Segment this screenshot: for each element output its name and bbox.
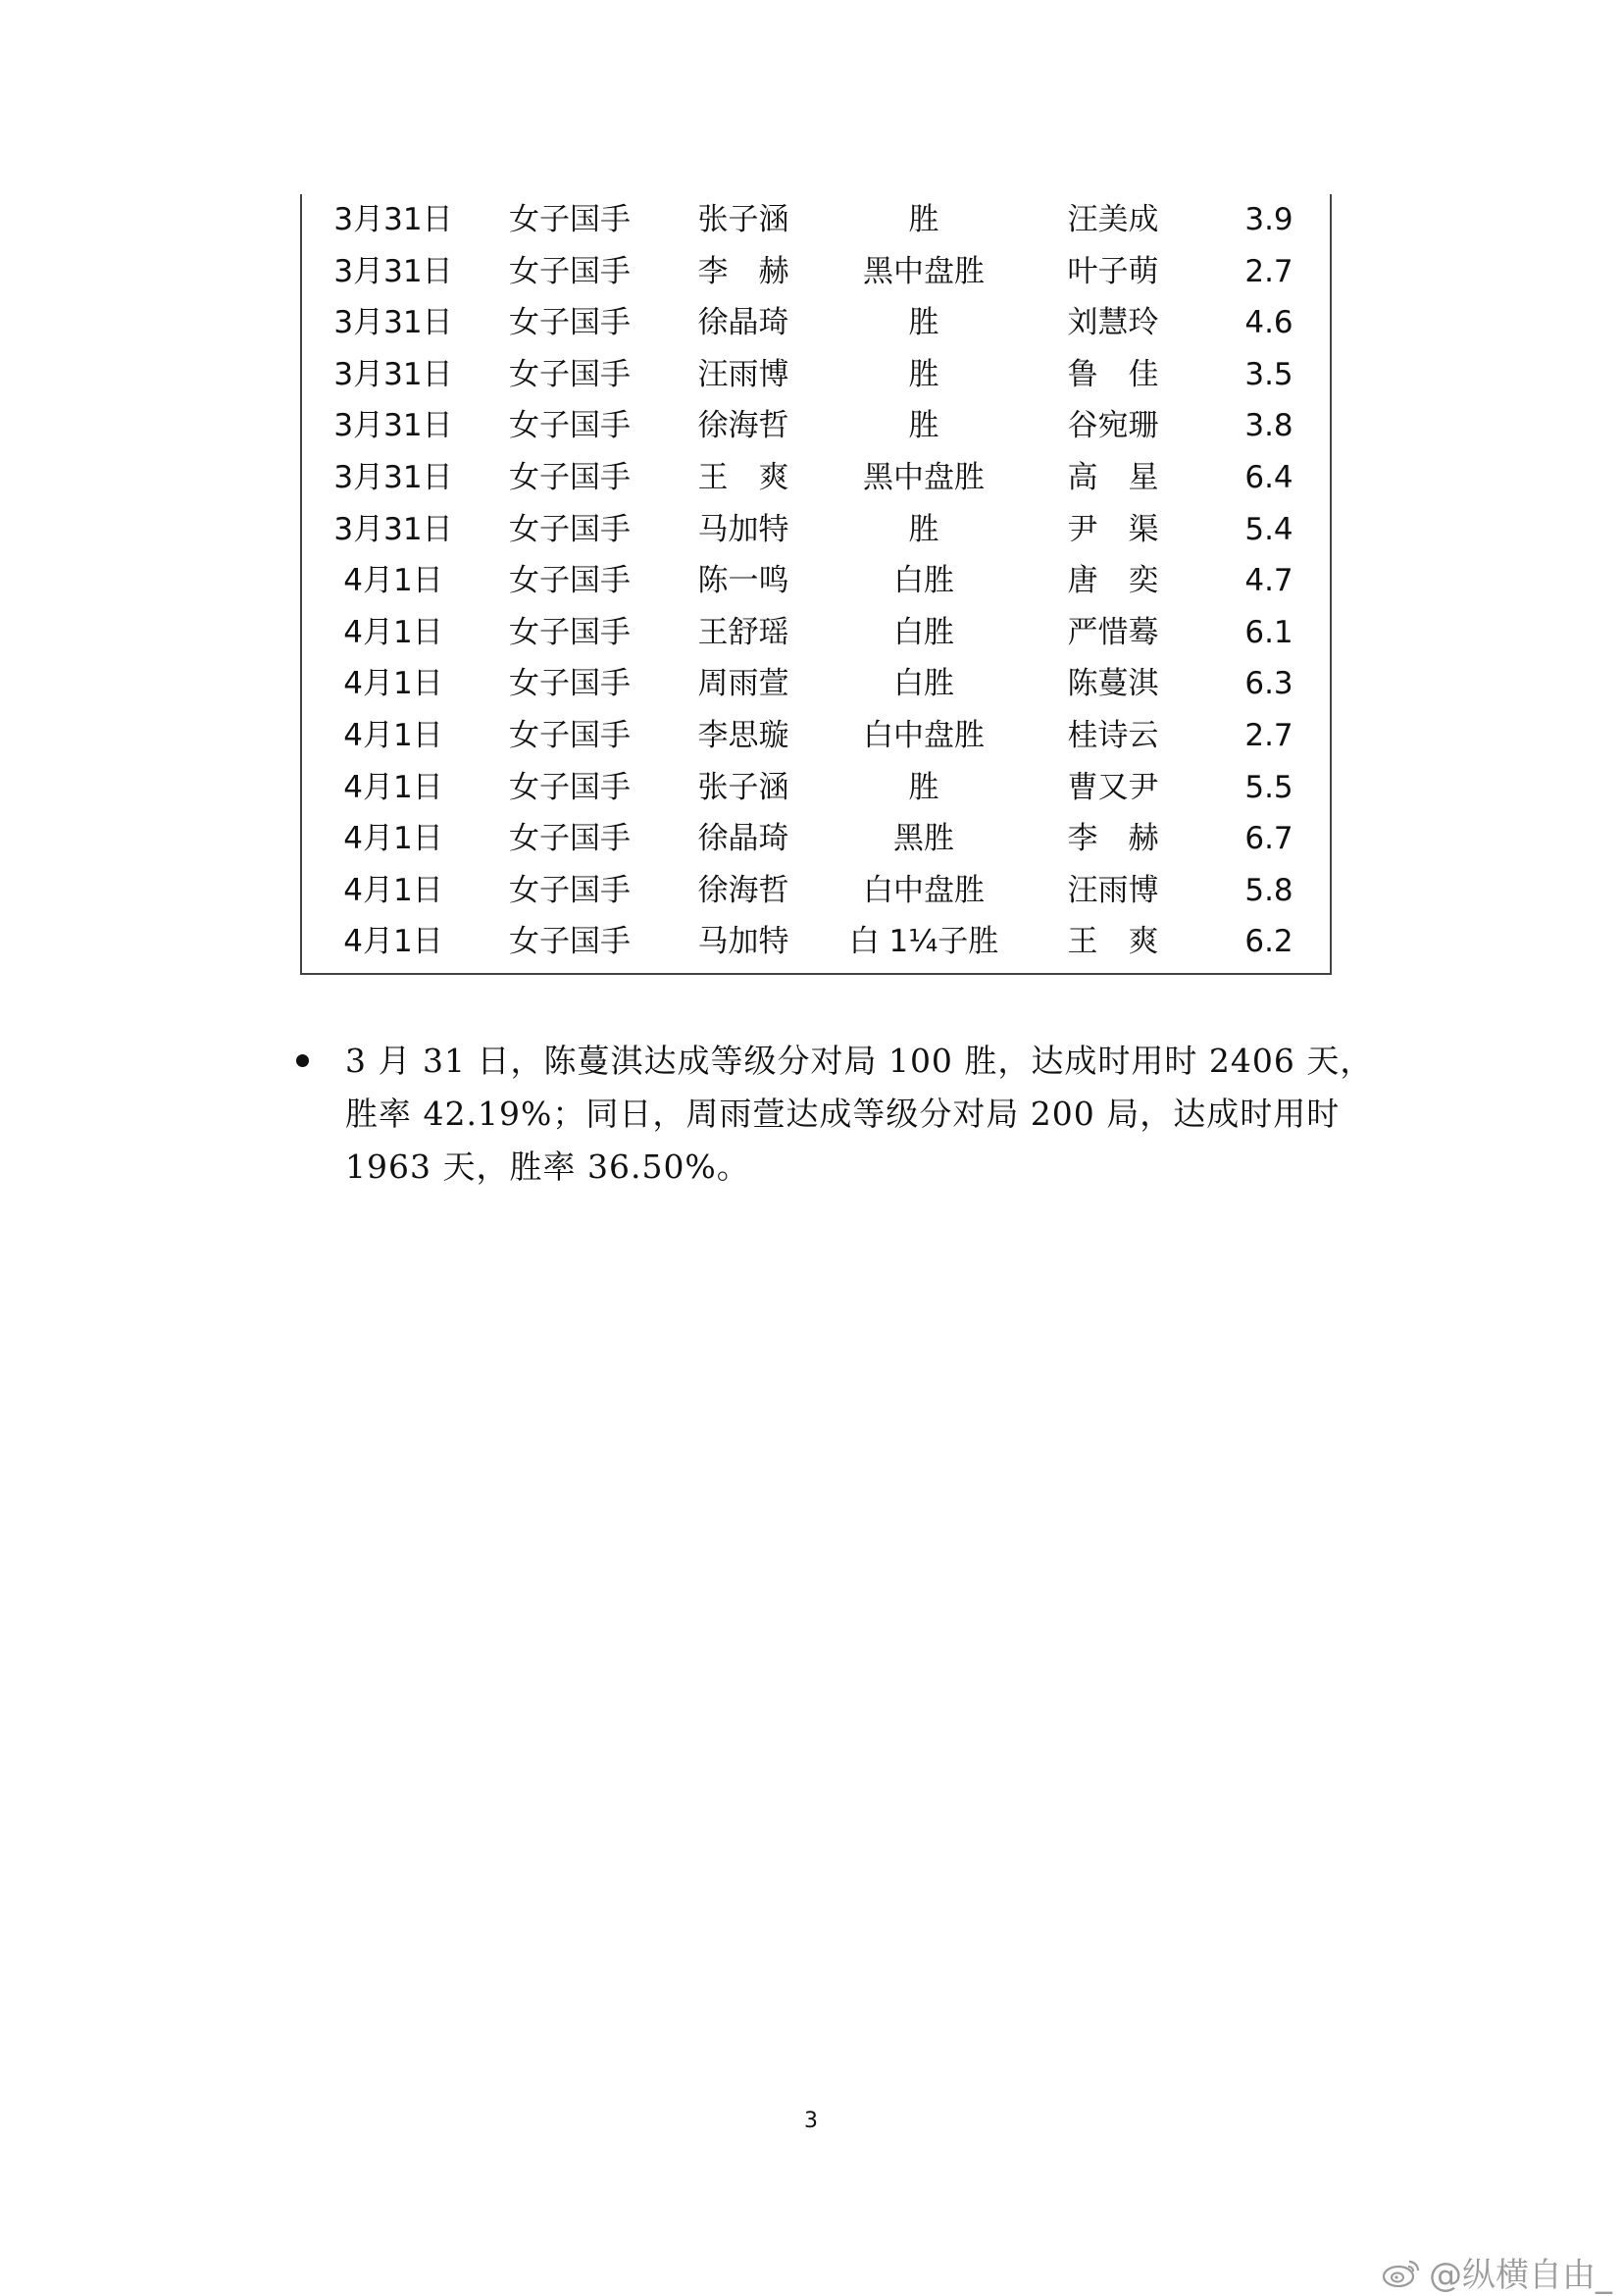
rating-score: 6.2 — [1244, 924, 1293, 960]
table-row — [302, 194, 1330, 246]
match-date: 3月31日 — [333, 460, 453, 495]
table-row — [302, 710, 1330, 762]
player-name: 张子涵 — [697, 769, 789, 805]
match-category: 女子国手 — [509, 253, 631, 289]
rating-score: 2.7 — [1244, 718, 1293, 753]
table-row — [302, 349, 1330, 401]
match-date: 3月31日 — [333, 408, 453, 444]
watermark-text: @纵横自由_ — [1429, 2256, 1612, 2295]
watermark — [1382, 2248, 1612, 2296]
results-table — [300, 194, 1332, 975]
opponent-name: 鲁 佳 — [1067, 356, 1159, 392]
table-row — [302, 452, 1330, 504]
player-name: 王 爽 — [697, 460, 789, 495]
match-date: 4月1日 — [343, 666, 443, 702]
match-result: 黑胜 — [893, 821, 954, 857]
player-name: 徐晶琦 — [697, 305, 789, 341]
table-row — [302, 555, 1330, 607]
player-name: 徐海哲 — [697, 408, 789, 444]
opponent-name: 王 爽 — [1067, 924, 1159, 960]
rating-score: 5.5 — [1244, 769, 1293, 805]
match-date: 4月1日 — [343, 614, 443, 650]
match-category: 女子国手 — [509, 769, 631, 805]
match-result: 胜 — [908, 356, 939, 392]
match-category: 女子国手 — [509, 718, 631, 753]
opponent-name: 李 赫 — [1067, 821, 1159, 857]
match-category: 女子国手 — [509, 666, 631, 702]
match-date: 4月1日 — [343, 821, 443, 857]
match-date: 3月31日 — [333, 356, 453, 392]
match-date: 3月31日 — [333, 202, 453, 237]
page-number: 3 — [804, 2109, 818, 2133]
rating-score: 3.8 — [1244, 408, 1293, 444]
rating-score: 4.6 — [1244, 305, 1293, 341]
note-text: 3 月 31 日，陈蔓淇达成等级分对局 100 胜，达成时用时 2406 天，胜率 42.19%；同日，周雨萱达成等级分对局 200 局，达成时用时 1963 天，胜率 36.50%。 — [345, 1042, 1374, 1186]
match-result: 白中盘胜 — [863, 718, 985, 753]
player-name: 李思璇 — [697, 718, 789, 753]
rating-score: 6.1 — [1244, 614, 1293, 650]
opponent-name: 桂诗云 — [1067, 718, 1159, 753]
opponent-name: 尹 渠 — [1067, 511, 1159, 547]
opponent-name: 曹又尹 — [1067, 769, 1159, 805]
table-row — [302, 865, 1330, 917]
opponent-name: 陈蔓淇 — [1067, 666, 1159, 702]
match-category: 女子国手 — [509, 614, 631, 650]
player-name: 马加特 — [697, 511, 789, 547]
match-result: 胜 — [908, 769, 939, 805]
opponent-name: 叶子萌 — [1067, 253, 1159, 289]
match-result: 黑中盘胜 — [863, 460, 985, 495]
player-name: 李 赫 — [697, 253, 789, 289]
match-date: 4月1日 — [343, 924, 443, 960]
opponent-name: 唐 奕 — [1067, 563, 1159, 599]
match-date: 4月1日 — [343, 769, 443, 805]
rating-score: 5.8 — [1244, 872, 1293, 908]
match-result: 黑中盘胜 — [863, 253, 985, 289]
rating-score: 2.7 — [1244, 253, 1293, 289]
bullet-icon — [296, 1054, 309, 1067]
player-name: 汪雨博 — [697, 356, 789, 392]
match-category: 女子国手 — [509, 460, 631, 495]
player-name: 周雨萱 — [697, 666, 789, 702]
match-category: 女子国手 — [509, 305, 631, 341]
opponent-name: 汪美成 — [1067, 202, 1159, 237]
player-name: 徐晶琦 — [697, 821, 789, 857]
match-date: 4月1日 — [343, 718, 443, 753]
match-date: 3月31日 — [333, 253, 453, 289]
match-date: 4月1日 — [343, 563, 443, 599]
opponent-name: 谷宛珊 — [1067, 408, 1159, 444]
match-category: 女子国手 — [509, 872, 631, 908]
table-row — [302, 658, 1330, 710]
rating-score: 3.5 — [1244, 356, 1293, 392]
weibo-icon — [1382, 2258, 1421, 2287]
match-category: 女子国手 — [509, 821, 631, 857]
match-result: 白中盘胜 — [863, 872, 985, 908]
player-name: 王舒瑶 — [697, 614, 789, 650]
match-result: 白胜 — [893, 614, 954, 650]
rating-score: 5.4 — [1244, 511, 1293, 547]
table-row — [302, 246, 1330, 298]
match-result: 胜 — [908, 408, 939, 444]
match-result: 胜 — [908, 202, 939, 237]
player-name: 马加特 — [697, 924, 789, 960]
table-row — [302, 762, 1330, 814]
match-category: 女子国手 — [509, 563, 631, 599]
match-result: 白 1¼子胜 — [848, 924, 999, 960]
match-category: 女子国手 — [509, 924, 631, 960]
match-category: 女子国手 — [509, 408, 631, 444]
player-name: 张子涵 — [697, 202, 789, 237]
rating-score: 6.7 — [1244, 821, 1293, 857]
match-category: 女子国手 — [509, 356, 631, 392]
player-name: 陈一鸣 — [697, 563, 789, 599]
rating-score: 4.7 — [1244, 563, 1293, 599]
match-result: 胜 — [908, 305, 939, 341]
match-result: 胜 — [908, 511, 939, 547]
table-row — [302, 916, 1330, 968]
match-result: 白胜 — [893, 563, 954, 599]
match-date: 3月31日 — [333, 305, 453, 341]
table-row — [302, 813, 1330, 865]
opponent-name: 高 星 — [1067, 460, 1159, 495]
rating-score: 6.4 — [1244, 460, 1293, 495]
table-row — [302, 297, 1330, 349]
match-category: 女子国手 — [509, 202, 631, 237]
opponent-name: 严惜蓦 — [1067, 614, 1159, 650]
match-result: 白胜 — [893, 666, 954, 702]
rating-score: 6.3 — [1244, 666, 1293, 702]
match-date: 4月1日 — [343, 872, 443, 908]
match-category: 女子国手 — [509, 511, 631, 547]
match-date: 3月31日 — [333, 511, 453, 547]
rating-score: 3.9 — [1244, 202, 1293, 237]
table-row — [302, 504, 1330, 556]
opponent-name: 刘慧玲 — [1067, 305, 1159, 341]
table-row — [302, 400, 1330, 452]
opponent-name: 汪雨博 — [1067, 872, 1159, 908]
table-row — [302, 607, 1330, 659]
player-name: 徐海哲 — [697, 872, 789, 908]
